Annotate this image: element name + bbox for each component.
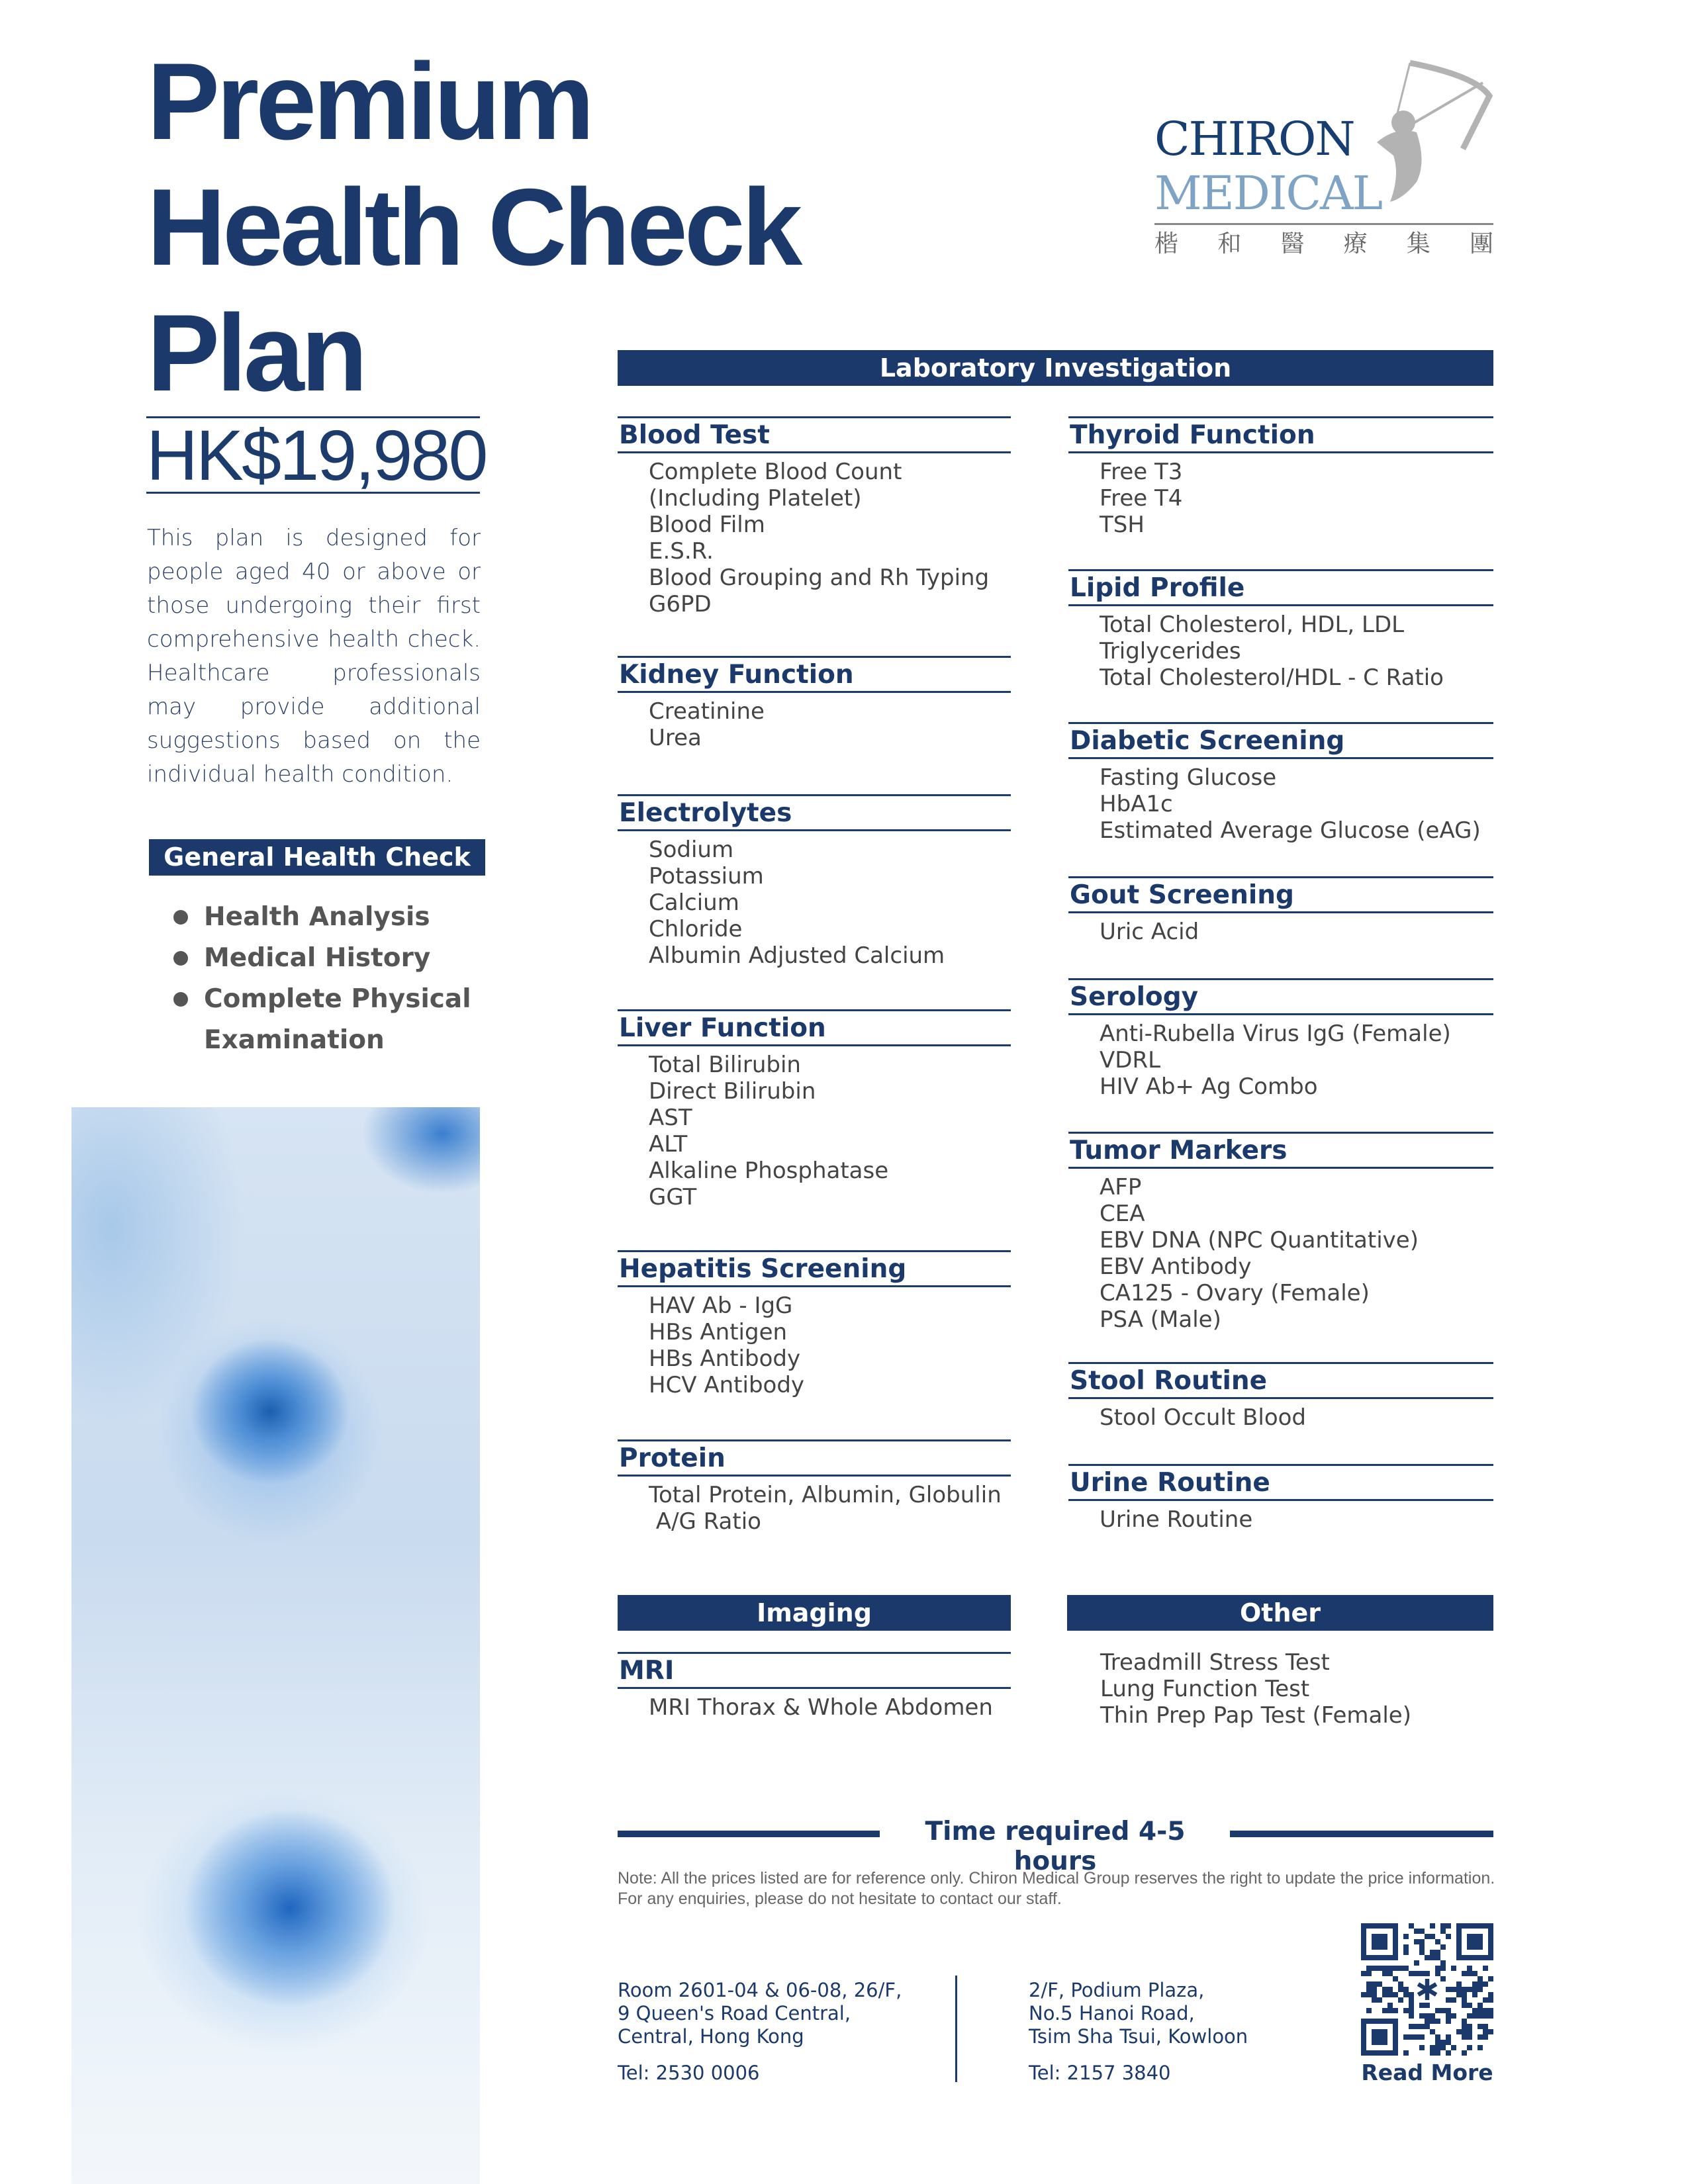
section-items <box>618 698 1011 751</box>
section-items <box>1068 1174 1493 1333</box>
price: HK$19,980 <box>146 415 487 495</box>
list-item: HbA1c <box>1100 791 1173 817</box>
logo-divider <box>1154 223 1493 225</box>
list-item: Sodium <box>649 837 734 863</box>
list-item: Stool Occult Blood <box>1100 1404 1307 1431</box>
logo-char: 和 <box>1217 230 1242 257</box>
list-item: VDRL <box>1100 1047 1161 1073</box>
address-central <box>618 1979 902 2085</box>
list-item: Lung Function Test <box>1100 1676 1310 1702</box>
price-box <box>146 415 487 495</box>
telephone[interactable]: Tel: 2157 3840 <box>1029 2062 1171 2084</box>
list-item: Blood Grouping and Rh Typing <box>649 565 990 591</box>
other-items <box>1100 1649 1411 1729</box>
list-item: ALT <box>649 1131 688 1158</box>
section-items <box>1068 612 1493 691</box>
section-tumor-markers <box>1068 1132 1493 1333</box>
list-item: Estimated Average Glucose (eAG) <box>1100 817 1481 844</box>
section-items <box>618 1293 1011 1398</box>
list-item: E.S.R. <box>649 538 714 565</box>
telephone[interactable]: Tel: 2530 0006 <box>618 2062 760 2084</box>
list-item: AST <box>649 1105 692 1131</box>
list-item <box>173 979 471 1020</box>
section-title: Diabetic Screening <box>1068 722 1493 759</box>
divider-line <box>618 1831 880 1837</box>
list-item: GGT <box>649 1184 697 1210</box>
address-line: Room 2601-04 & 06-08, 26/F, <box>618 1979 902 2001</box>
address-line: 9 Queen's Road Central, <box>618 2002 851 2025</box>
list-item: Anti-Rubella Virus IgG (Female) <box>1100 1021 1451 1047</box>
list-item: HAV Ab - IgG <box>649 1293 793 1319</box>
section-items <box>618 1052 1011 1210</box>
bullet-icon <box>173 910 188 925</box>
list-item: Total Cholesterol, HDL, LDL <box>1100 612 1405 638</box>
section-items <box>1068 764 1493 844</box>
list-item: EBV Antibody <box>1100 1253 1252 1280</box>
section-title: Kidney Function <box>618 656 1011 693</box>
list-item: G6PD <box>649 591 712 617</box>
list-item: (Including Platelet) <box>649 485 862 512</box>
section-mri <box>618 1652 1011 1721</box>
list-item: AFP <box>1100 1174 1142 1201</box>
list-item: CEA <box>1100 1201 1145 1227</box>
title-line: Health Check <box>147 166 800 288</box>
list-item: Treadmill Stress Test <box>1100 1649 1330 1676</box>
logo-char: 醫 <box>1280 230 1305 257</box>
list-item: HBs Antibody <box>649 1345 801 1372</box>
list-item: Chloride <box>649 916 743 942</box>
section-items <box>618 1694 1011 1721</box>
logo-name-line1: CHIRON <box>1154 112 1354 166</box>
list-item: Urine Routine <box>1100 1506 1253 1533</box>
section-thyroid-function <box>1068 416 1493 538</box>
section-title: MRI <box>618 1652 1011 1689</box>
address-divider <box>955 1976 957 2082</box>
section-items <box>618 837 1011 969</box>
item-label: Examination <box>204 1025 385 1055</box>
logo-char: 療 <box>1343 230 1368 257</box>
bullet-icon <box>173 951 188 966</box>
item-label: Complete Physical <box>204 984 471 1014</box>
divider-line <box>1230 1831 1493 1837</box>
section-title: Hepatitis Screening <box>618 1250 1011 1287</box>
section-stool-routine <box>1068 1362 1493 1431</box>
address-line: 2/F, Podium Plaza, <box>1029 1979 1205 2001</box>
list-item: HIV Ab+ Ag Combo <box>1100 1073 1318 1100</box>
section-title: Protein <box>618 1439 1011 1477</box>
list-item <box>173 1020 471 1061</box>
section-title: Lipid Profile <box>1068 569 1493 606</box>
laboratory-investigation-heading: Laboratory Investigation <box>618 350 1493 386</box>
section-diabetic-screening <box>1068 722 1493 844</box>
title-line: Plan <box>147 292 365 414</box>
section-lipid-profile <box>1068 569 1493 691</box>
list-item: HBs Antigen <box>649 1319 788 1345</box>
section-electrolytes <box>618 794 1011 969</box>
bullet-icon <box>173 992 188 1007</box>
general-health-check-list <box>173 897 471 1061</box>
plan-description: This plan is designed for people aged 40 or above or those undergoing their first comprehensive health check. Healthcare professionals may provide additional suggestions based on the individual health condition. <box>147 525 481 788</box>
item-label: Medical History <box>204 943 431 973</box>
list-item: Total Protein, Albumin, Globulin <box>649 1482 1002 1508</box>
list-item: Thin Prep Pap Test (Female) <box>1100 1702 1411 1729</box>
other-heading: Other <box>1067 1595 1493 1631</box>
list-item: Complete Blood Count <box>649 459 902 485</box>
list-item: Triglycerides <box>1100 638 1241 664</box>
list-item: Albumin Adjusted Calcium <box>649 942 945 969</box>
address-line: No.5 Hanoi Road, <box>1029 2002 1195 2025</box>
list-item <box>173 897 471 938</box>
logo-char: 集 <box>1406 230 1430 257</box>
list-item: Alkaline Phosphatase <box>649 1158 889 1184</box>
section-liver-function <box>618 1009 1011 1210</box>
section-title: Serology <box>1068 978 1493 1015</box>
item-label: Health Analysis <box>204 902 430 932</box>
logo-chinese-name <box>1154 230 1493 259</box>
section-items <box>618 459 1011 617</box>
list-item: Fasting Glucose <box>1100 764 1277 791</box>
list-item: Free T3 <box>1100 459 1183 485</box>
list-item: Blood Film <box>649 512 765 538</box>
list-item: Creatinine <box>649 698 765 725</box>
section-urine-routine <box>1068 1464 1493 1533</box>
section-title: Tumor Markers <box>1068 1132 1493 1169</box>
address-line: Central, Hong Kong <box>618 2025 804 2048</box>
section-items <box>1068 919 1493 945</box>
list-item: Potassium <box>649 863 764 889</box>
list-item: TSH <box>1100 512 1145 538</box>
section-items <box>1068 1404 1493 1431</box>
list-item: Total Cholesterol/HDL - C Ratio <box>1100 664 1444 691</box>
section-gout-screening <box>1068 876 1493 945</box>
address-tst <box>1029 1979 1248 2085</box>
section-title: Thyroid Function <box>1068 416 1493 453</box>
section-items <box>1068 459 1493 538</box>
section-title: Stool Routine <box>1068 1362 1493 1399</box>
chiron-medical-logo <box>1152 56 1496 255</box>
list-item: Calcium <box>649 889 739 916</box>
qr-code[interactable] <box>1361 1923 1493 2056</box>
section-items <box>1068 1506 1493 1533</box>
section-title: Blood Test <box>618 416 1011 453</box>
address-line: Tsim Sha Tsui, Kowloon <box>1029 2025 1248 2048</box>
section-items <box>1068 1021 1493 1100</box>
section-kidney-function <box>618 656 1011 751</box>
section-hepatitis-screening <box>618 1250 1011 1398</box>
section-serology <box>1068 978 1493 1100</box>
logo-name-line2: MEDICAL <box>1154 166 1382 220</box>
imaging-heading: Imaging <box>618 1595 1011 1631</box>
list-item: Total Bilirubin <box>649 1052 801 1078</box>
list-item: EBV DNA (NPC Quantitative) <box>1100 1227 1419 1253</box>
time-required: Time required 4-5 hours <box>925 1817 1186 1876</box>
section-title: Liver Function <box>618 1009 1011 1046</box>
list-item: Direct Bilirubin <box>649 1078 816 1105</box>
section-protein <box>618 1439 1011 1535</box>
list-item: HCV Antibody <box>649 1372 805 1398</box>
title-line: Premium <box>147 40 592 162</box>
disclaimer-note: Note: All the prices listed are for reference only. Chiron Medical Group reserves the right to update the price information. For any enquiries, please do not hesitate to contact our staff. <box>618 1869 1495 1908</box>
section-title: Gout Screening <box>1068 876 1493 913</box>
section-title: Electrolytes <box>618 794 1011 831</box>
list-item: CA125 - Ovary (Female) <box>1100 1280 1370 1306</box>
list-item: Free T4 <box>1100 485 1183 512</box>
list-item: Uric Acid <box>1100 919 1199 945</box>
logo-char: 團 <box>1469 230 1493 257</box>
archer-icon <box>1377 56 1496 202</box>
list-item: PSA (Male) <box>1100 1306 1221 1333</box>
section-items <box>618 1482 1011 1535</box>
section-blood-test <box>618 416 1011 617</box>
list-item: MRI Thorax & Whole Abdomen <box>649 1694 993 1721</box>
logo-char: 楷 <box>1154 230 1179 257</box>
list-item: Urea <box>649 725 702 751</box>
list-item: A/G Ratio <box>649 1508 761 1535</box>
read-more-link[interactable]: Read More <box>1361 2060 1493 2085</box>
general-health-check-heading: General Health Check <box>149 839 485 876</box>
list-item <box>173 938 471 979</box>
section-title: Urine Routine <box>1068 1464 1493 1501</box>
decorative-cell-image <box>71 1107 480 2184</box>
